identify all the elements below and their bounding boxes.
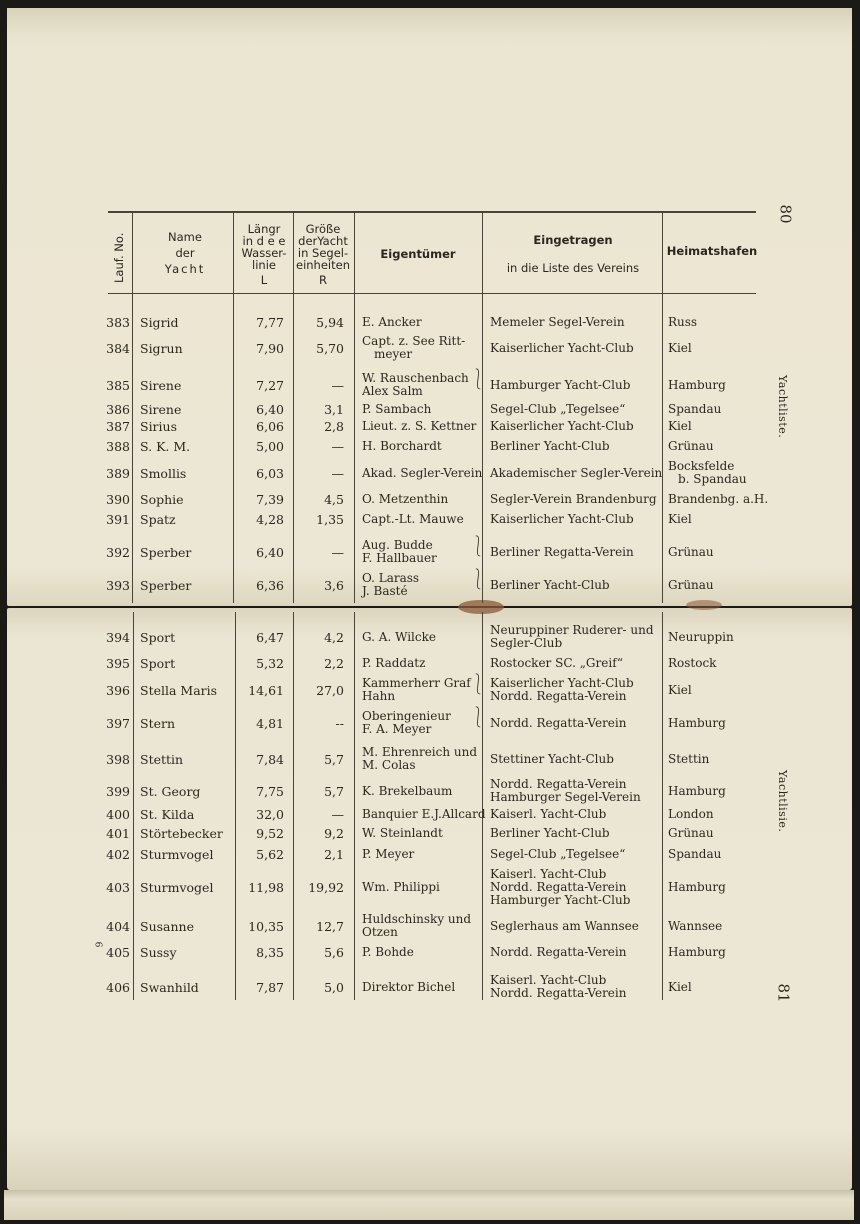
yacht-name: Smollis [140,465,187,481]
row-number: 402 [106,847,130,862]
club-line: Stettiner Yacht-Club [490,751,614,766]
column-rule [662,612,663,1000]
yacht-name: Susanne [140,918,194,934]
sail-units: — [331,807,344,822]
sail-units: 4,2 [324,629,344,645]
club-line: Akademischer Segler-Verein [490,465,663,480]
club-line: Segler-Club [490,636,563,650]
club-line: Rostocker SC. „Greif“ [490,656,623,670]
sail-units: 5,70 [316,340,344,356]
row-number: 392 [106,544,130,560]
owner-line: Oberingenieur [362,709,451,723]
home-port-line: b. Spandau [678,472,747,486]
waterline-length: 10,35 [248,918,284,934]
margin-mark: 6 [92,941,103,948]
club-line: Nordd. Regatta-Verein [490,689,627,703]
row-number: 405 [106,945,130,960]
waterline-length: 7,90 [256,340,284,356]
header-laenge [234,223,294,286]
home-port-line: Hamburg [668,880,726,894]
yacht-name: Stella Maris [140,682,218,698]
header-laenge-line: Wasser- [241,246,287,260]
upper-page-edge [7,8,852,36]
sail-units: 5,7 [324,783,344,799]
waterline-length: 7,27 [256,377,284,393]
header-groesse [293,223,353,286]
home-port-line: Wannsee [668,918,723,933]
brace-mark: ⎱ [472,567,485,591]
row-number: 393 [106,577,130,593]
header-groesse-line: Größe [305,222,341,236]
sail-units: 27,0 [316,682,344,698]
waterline-length: 9,52 [256,826,284,841]
home-port-line: Kiel [668,512,692,526]
waterline-length: 7,77 [256,315,284,330]
owner-line: meyer [374,347,413,361]
owner-line: F. A. Meyer [362,722,432,736]
header-eingetragen-sub: in die Liste des Vereins [506,261,640,275]
sail-units: 2,8 [324,419,344,434]
waterline-length: 8,35 [256,945,284,960]
header-name-line: der [175,246,195,260]
owner-line: Huldschinsky und [362,912,472,926]
sail-units: — [331,465,344,481]
row-number: 394 [106,629,130,645]
sail-units: 9,2 [324,826,344,841]
home-port-line: Neuruppin [668,629,734,644]
club-line: Memeler Segel-Verein [490,315,625,329]
waterline-length: 6,03 [256,465,284,481]
sail-units: 4,5 [324,492,344,507]
club-line: Kaiserl. Yacht-Club [490,867,607,881]
row-number: 406 [106,979,130,995]
row-number: 383 [106,315,130,330]
yacht-name: St. Kilda [140,807,195,822]
owner-line: G. A. Wilcke [362,629,436,644]
home-port-line: Rostock [668,656,717,670]
owner-line: Aug. Budde [362,538,433,552]
club-line: Kaiserlicher Yacht-Club [490,676,634,690]
club-line: Berliner Yacht-Club [490,826,610,840]
owner-line: Capt. z. See Ritt- [362,334,466,348]
row-number: 398 [106,751,130,767]
owner-line: J. Basté [362,584,408,598]
sail-units: — [331,377,344,393]
yacht-name: Sirene [140,402,182,417]
club-line: Nordd. Regatta-Verein [490,945,627,959]
club-line: Seglerhaus am Wannsee [490,918,639,933]
header-lauf-no: Lauf. No. [112,232,126,283]
column-rule [133,612,134,1000]
yacht-name: Sperber [140,577,192,593]
home-port-line: Kiel [668,340,692,355]
club-line: Kaiserlicher Yacht-Club [490,419,634,433]
waterline-length: 4,28 [256,512,284,527]
home-port-line: Hamburg [668,783,726,798]
row-number: 384 [106,340,130,356]
owner-line: W. Steinlandt [362,826,443,840]
column-rule [132,213,133,603]
club-line: Kaiserlicher Yacht-Club [490,512,634,526]
club-line: Berliner Yacht-Club [490,577,610,592]
owner-line: Akad. Segler-Verein [362,465,483,480]
home-port-line: Grünau [668,544,714,559]
club-line: Nordd. Regatta-Verein [490,986,627,1000]
sail-units: — [331,544,344,560]
waterline-length: 11,98 [248,880,284,895]
home-port-line: Bocksfelde [668,459,735,473]
waterline-length: 5,00 [256,439,284,454]
club-line: Berliner Yacht-Club [490,439,610,453]
club-line: Segler-Verein Brandenburg [490,492,657,506]
column-rule [354,612,355,1000]
home-port-line: Russ [668,315,698,329]
row-number: 401 [106,826,130,841]
row-number: 386 [106,402,130,417]
yacht-name: Sophie [140,492,184,507]
ink-stain [686,600,722,610]
column-rule [233,213,234,603]
waterline-length: 7,84 [256,751,284,767]
owner-line: Hahn [362,689,396,703]
column-rule [293,213,294,603]
owner-line: O. Metzenthin [362,492,449,506]
home-port-line: Stettin [668,751,710,766]
sail-units: 19,92 [308,880,344,895]
row-number: 404 [106,918,130,934]
owner-line: P. Raddatz [362,656,426,670]
club-line: Berliner Regatta-Verein [490,544,634,559]
header-name-line: Yacht [164,262,206,276]
waterline-length: 6,40 [256,402,284,417]
owner-line: Alex Salm [362,384,423,398]
home-port-line: London [668,807,714,821]
club-line: Segel-Club „Tegelsee“ [490,847,626,861]
home-port-line: Hamburg [668,715,726,730]
sail-units: — [331,439,344,454]
home-port-line: Spandau [668,402,722,416]
yacht-name: Sigrid [140,315,179,330]
header-groesse-line: in Segel- [297,246,349,260]
row-number: 395 [106,656,130,671]
owner-line: O. Larass [362,571,420,585]
waterline-length: 4,81 [256,715,284,731]
owner-line: M. Colas [362,758,416,772]
owner-line: M. Ehrenreich und [362,745,478,759]
column-rule [354,213,355,603]
sail-units: 3,6 [324,577,344,593]
waterline-length: 32,0 [256,807,284,822]
sail-units: 5,6 [324,945,344,960]
row-number: 391 [106,512,130,527]
home-port-line: Grünau [668,577,714,592]
home-port-line: Kiel [668,419,692,433]
waterline-length: 6,40 [256,544,284,560]
owner-line: Wm. Philippi [362,880,440,894]
waterline-length: 7,39 [256,492,284,507]
yacht-name: Sturmvogel [140,880,214,895]
club-line: Kaiserl. Yacht-Club [490,807,607,821]
waterline-length: 5,32 [256,656,284,671]
club-line: Neuruppiner Ruderer- und [490,623,654,637]
yacht-name: S. K. M. [140,439,191,454]
page-number-top: 80 [776,204,795,224]
owner-line: H. Borchardt [362,439,442,453]
owner-line: F. Hallbauer [362,551,437,565]
yacht-name: Swanhild [140,979,199,995]
header-bottom-rule [108,293,756,294]
sail-units: 5,7 [324,751,344,767]
home-port-line: Grünau [668,826,714,840]
club-line: Hamburger Yacht-Club [490,377,631,392]
ink-stain [458,600,504,614]
row-number: 397 [106,715,130,731]
club-line: Nordd. Regatta-Verein [490,777,627,791]
column-rule [482,612,483,1000]
header-groesse-line: R [319,273,327,287]
row-number: 396 [106,682,130,698]
home-port-line: Brandenbg. a.H. [668,492,769,506]
owner-line: Kammerherr Graf [362,676,471,690]
row-number: 403 [106,880,130,895]
owner-line: Direktor Bichel [362,979,456,994]
waterline-length: 5,62 [256,847,284,862]
home-port-line: Hamburg [668,377,726,392]
owner-line: Lieut. z. S. Kettner [362,419,477,433]
sail-units: 5,94 [316,315,344,330]
brace-mark: ⎱ [472,672,485,696]
header-name [135,231,235,275]
brace-mark: ⎱ [472,705,485,729]
sail-units: 2,1 [324,847,344,862]
owner-line: P. Sambach [362,402,432,416]
column-rule [293,612,294,1000]
header-eigentuemer: Eigentümer [380,247,456,261]
waterline-length: 6,47 [256,629,284,645]
waterline-length: 6,36 [256,577,284,593]
owner-line: P. Bohde [362,945,414,959]
waterline-length: 7,75 [256,783,284,799]
table-top-rule [108,211,756,213]
yacht-name: Sport [140,656,176,671]
home-port-line: Grünau [668,439,714,453]
club-line: Segel-Club „Tegelsee“ [490,402,626,416]
yacht-name: Sirene [140,377,182,393]
header-eingetragen: Eingetragen [533,233,613,247]
owner-line: E. Ancker [362,315,422,329]
header-groesse-line: derYacht [298,234,348,248]
waterline-length: 6,06 [256,419,284,434]
header-name-line: Name [168,230,202,244]
club-line: Nordd. Regatta-Verein [490,715,627,730]
owner-line: Otzen [362,925,398,939]
page-number-bottom: 81 [774,983,793,1003]
brace-mark: ⎱ [472,534,485,558]
home-port-line: Spandau [668,847,722,861]
side-title-top: Yachtliste. [776,375,789,439]
row-number: 389 [106,465,130,481]
sail-units: 2,2 [324,656,344,671]
yacht-name: Sigrun [140,340,183,356]
owner-line: Capt.-Lt. Mauwe [362,512,464,526]
yacht-name: Stettin [140,751,184,767]
sail-units: -- [335,715,344,731]
club-line: Hamburger Segel-Verein [490,790,641,804]
row-number: 399 [106,783,130,799]
owner-line: K. Brekelbaum [362,783,453,798]
yacht-name: Stern [140,715,176,731]
lower-page-edge [4,1190,854,1220]
sail-units: 5,0 [324,979,344,995]
owner-line: Banquier E.J.Allcard [362,807,486,821]
home-port-line: Hamburg [668,945,726,959]
yacht-name: St. Georg [140,783,201,799]
brace-mark: ⎱ [472,367,485,391]
yacht-name: Sperber [140,544,192,560]
row-number: 400 [106,807,130,822]
home-port-line: Kiel [668,979,692,994]
club-line: Nordd. Regatta-Verein [490,880,627,894]
club-line: Hamburger Yacht-Club [490,893,631,907]
waterline-length: 7,87 [256,979,284,995]
yacht-name: Störtebecker [140,826,223,841]
home-port-line: Kiel [668,682,692,697]
waterline-length: 14,61 [248,682,284,698]
club-line: Kaiserlicher Yacht-Club [490,340,634,355]
club-line: Kaiserl. Yacht-Club [490,973,607,987]
row-number: 388 [106,439,130,454]
header-heimatshafen: Heimatshafen [666,244,758,258]
yacht-name: Sport [140,629,176,645]
yacht-name: Spatz [140,512,176,527]
owner-line: W. Rauschenbach [362,371,469,385]
header-laenge-line: L [260,273,268,287]
owner-line: P. Meyer [362,847,415,861]
row-number: 390 [106,492,130,507]
yacht-name: Sirius [140,419,177,434]
header-laenge-line: in d e e [242,234,286,248]
column-rule [235,612,236,1000]
header-laenge-line: linie [252,258,276,272]
sail-units: 12,7 [316,918,344,934]
row-number: 385 [106,377,130,393]
header-laenge-line: Längr [247,222,281,236]
sail-units: 3,1 [324,402,344,417]
header-groesse-line: einheiten [296,258,350,272]
side-title-bottom: Yachtlisie. [776,770,789,833]
yacht-name: Sturmvogel [140,847,214,862]
sail-units: 1,35 [316,512,344,527]
yacht-name: Sussy [140,945,177,960]
row-number: 387 [106,419,130,434]
column-rule [662,213,663,603]
